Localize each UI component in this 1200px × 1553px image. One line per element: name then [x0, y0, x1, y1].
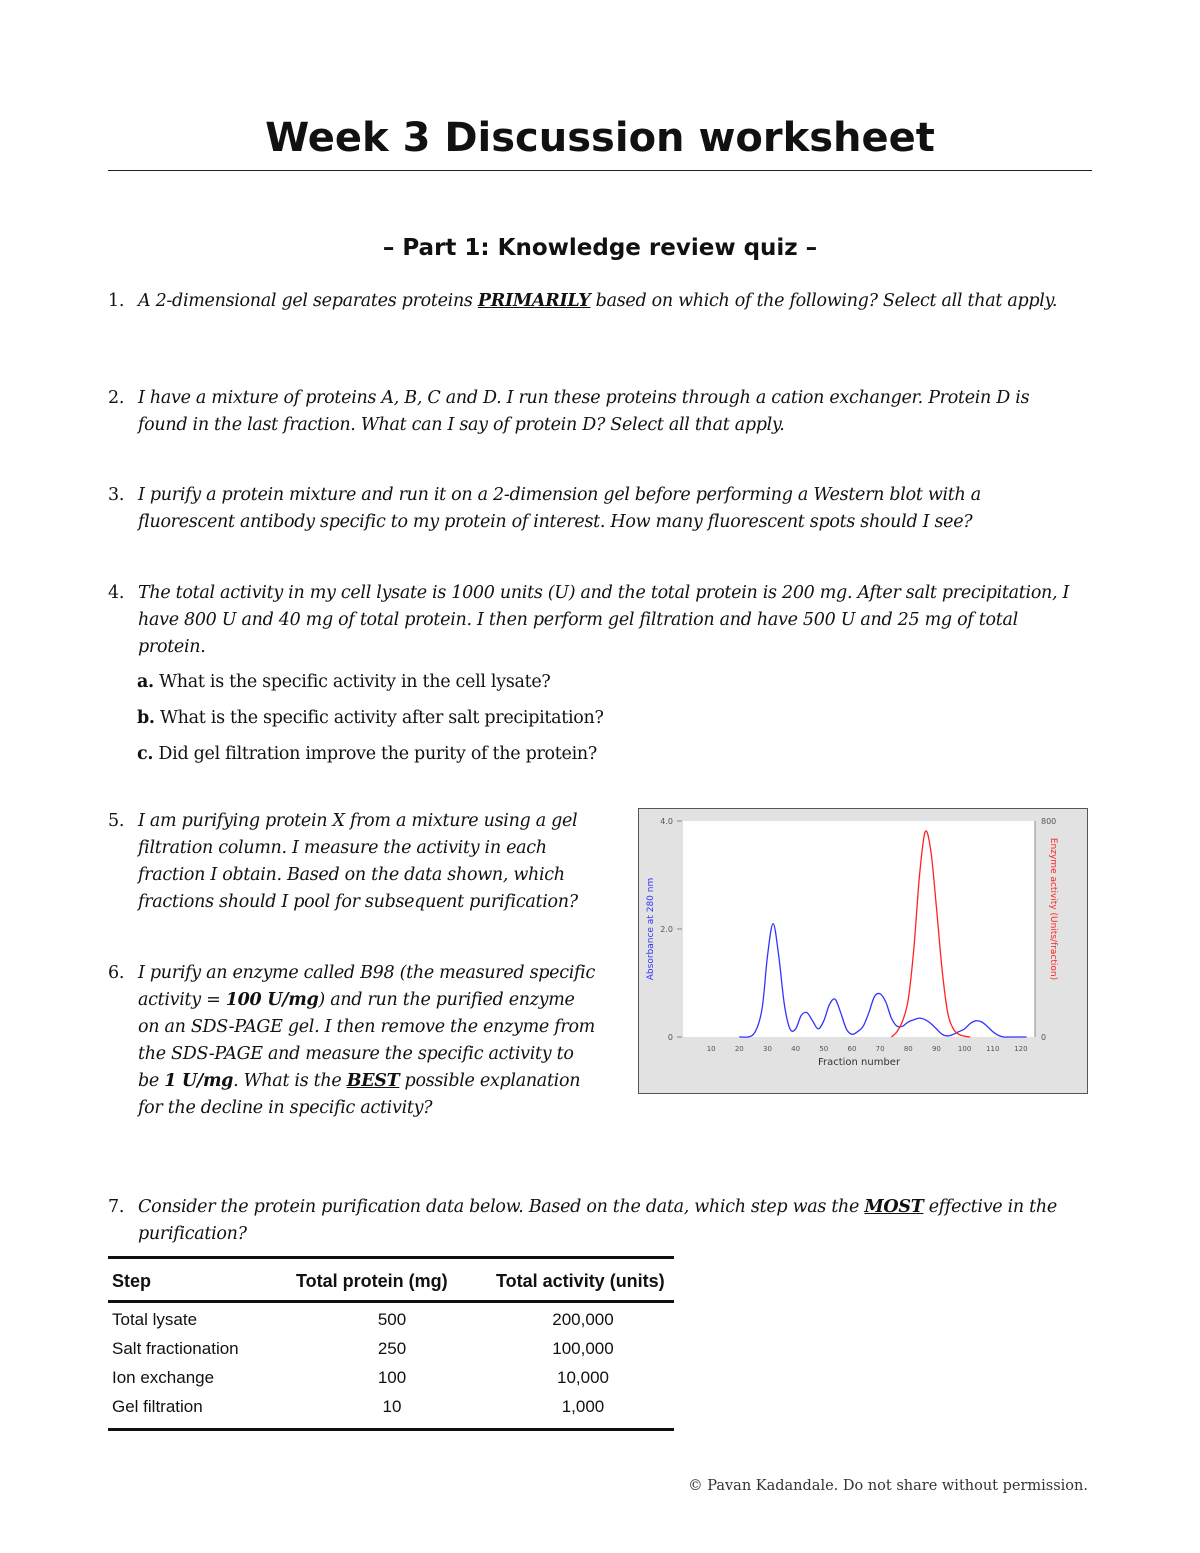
- question-number: 4.: [108, 583, 125, 603]
- table-cell: 500: [377, 1309, 407, 1329]
- table-cell: 10: [292, 1392, 492, 1430]
- column-header: Total protein (mg): [292, 1258, 492, 1302]
- question-5: [108, 808, 618, 916]
- question-text: I purify a protein mixture and run it on a 2-dimension gel before performing a Western blot with a fluorescent antibody specific to my protein of interest. How many fluorescent spots should I see?: [138, 485, 981, 532]
- table-header-row: [108, 1258, 674, 1302]
- x-tick-label: 90: [931, 1045, 941, 1053]
- x-tick-label: 60: [847, 1045, 857, 1053]
- title-divider: [108, 170, 1092, 171]
- table-row: [108, 1392, 674, 1430]
- plot-area: [683, 821, 1035, 1037]
- table-cell: 100: [377, 1367, 407, 1387]
- table-cell: 100,000: [552, 1338, 614, 1358]
- table-cell: Gel filtration: [108, 1392, 292, 1430]
- x-tick-label: 50: [819, 1045, 829, 1053]
- y-right-axis-label: Enzyme activity (Units/fraction): [1048, 837, 1058, 981]
- x-tick-label: 120: [1014, 1045, 1028, 1053]
- part-heading: – Part 1: Knowledge review quiz –: [382, 235, 818, 261]
- table-cell: Salt fractionation: [112, 1338, 239, 1358]
- table-row: [108, 1334, 674, 1363]
- question-text: I am purifying protein X from a mixture using a gel filtration column. I measure the activity in each fraction I obtain. Based on the data shown, which fractions should I pool for subsequent purification?: [138, 811, 578, 912]
- question-number: 3.: [108, 485, 125, 505]
- x-tick-label: 70: [875, 1045, 885, 1053]
- question-number: 1.: [108, 291, 125, 311]
- y-right-tick-label: 800: [1041, 817, 1057, 826]
- purification-table: [108, 1256, 674, 1431]
- column-header: Step: [108, 1258, 292, 1302]
- y-right-tick-label: 0: [1041, 1033, 1047, 1042]
- y-left-tick-label: 2.0: [660, 925, 673, 934]
- question-2: [108, 385, 1083, 439]
- table-row: [108, 1363, 674, 1392]
- column-header: Total activity (units): [492, 1258, 674, 1302]
- emphasis-text: PRIMARILY: [477, 291, 591, 311]
- subquestion-b: b. What is the specific activity after salt precipitation?: [137, 708, 604, 728]
- table-cell: Total lysate: [112, 1309, 198, 1329]
- emphasis-text: BEST: [346, 1071, 400, 1091]
- question-number: 7.: [108, 1197, 125, 1217]
- table-cell: 1,000: [492, 1392, 674, 1430]
- question-1: [108, 288, 1068, 315]
- table-cell: 10,000: [557, 1367, 609, 1387]
- table-cell: 200,000: [552, 1309, 614, 1329]
- table-row: [108, 1302, 674, 1335]
- question-number: 2.: [108, 388, 125, 408]
- question-text: A 2-dimensional gel separates proteins PRIMARILY based on which of the following? Select all that apply.: [138, 291, 1058, 311]
- x-tick-label: 10: [706, 1045, 716, 1053]
- x-tick-label: 110: [986, 1045, 1000, 1053]
- x-tick-label: 80: [903, 1045, 913, 1053]
- question-3: [108, 482, 1068, 536]
- x-tick-label: 40: [791, 1045, 801, 1053]
- x-tick-label: 30: [763, 1045, 772, 1053]
- question-text: I have a mixture of proteins A, B, C and D. I run these proteins through a cation exchanger. Protein D is found in the last fraction. What can I say of protein D? Select all that apply.: [138, 388, 1030, 435]
- page-title: Week 3 Discussion worksheet: [265, 115, 935, 161]
- x-tick-label: 20: [734, 1045, 744, 1053]
- subquestion-c: c. Did gel filtration improve the purity of the protein?: [137, 744, 597, 764]
- y-left-axis-label: Absorbance at 280 nm: [646, 877, 656, 981]
- gel-filtration-chart: [638, 808, 1088, 1094]
- question-number: 6.: [108, 963, 125, 983]
- question-6: [108, 960, 598, 1122]
- subquestion-a: a. What is the specific activity in the cell lysate?: [137, 672, 551, 692]
- emphasis-text: MOST: [864, 1197, 924, 1217]
- question-number: 5.: [108, 811, 125, 831]
- emphasis-text: 100 U/mg: [225, 990, 319, 1010]
- table-cell: 250: [377, 1338, 407, 1358]
- question-text: I purify an enzyme called B98 (the measured specific activity = 100 U/mg) and run the purified enzyme on an SDS-PAGE gel. I then remove the enzyme from the SDS-PAGE and measure the specific activity to be 1 U/mg. What is the BEST possible explanation for the decline in specific activity?: [138, 963, 595, 1118]
- x-tick-label: 100: [957, 1045, 972, 1053]
- emphasis-text: 1 U/mg: [164, 1071, 234, 1091]
- copyright-footer: © Pavan Kadandale. Do not share without permission.: [688, 1478, 1088, 1494]
- question-4: [108, 580, 1078, 661]
- table-cell: Ion exchange: [112, 1367, 215, 1387]
- x-axis-label: Fraction number: [817, 1057, 901, 1068]
- y-left-tick-label: 0: [667, 1033, 673, 1042]
- question-7: [108, 1194, 1088, 1248]
- y-left-tick-label: 4.0: [660, 817, 673, 826]
- chart-svg: [639, 809, 1087, 1093]
- question-text: The total activity in my cell lysate is 1000 units (U) and the total protein is 200 mg. After salt precipitation, I have 800 U and 40 mg of total protein. I then perform gel filtration and have 500 U and 25 mg of total protein.: [138, 583, 1070, 657]
- question-text: Consider the protein purification data below. Based on the data, which step was the MOST effective in the purification?: [138, 1197, 1057, 1244]
